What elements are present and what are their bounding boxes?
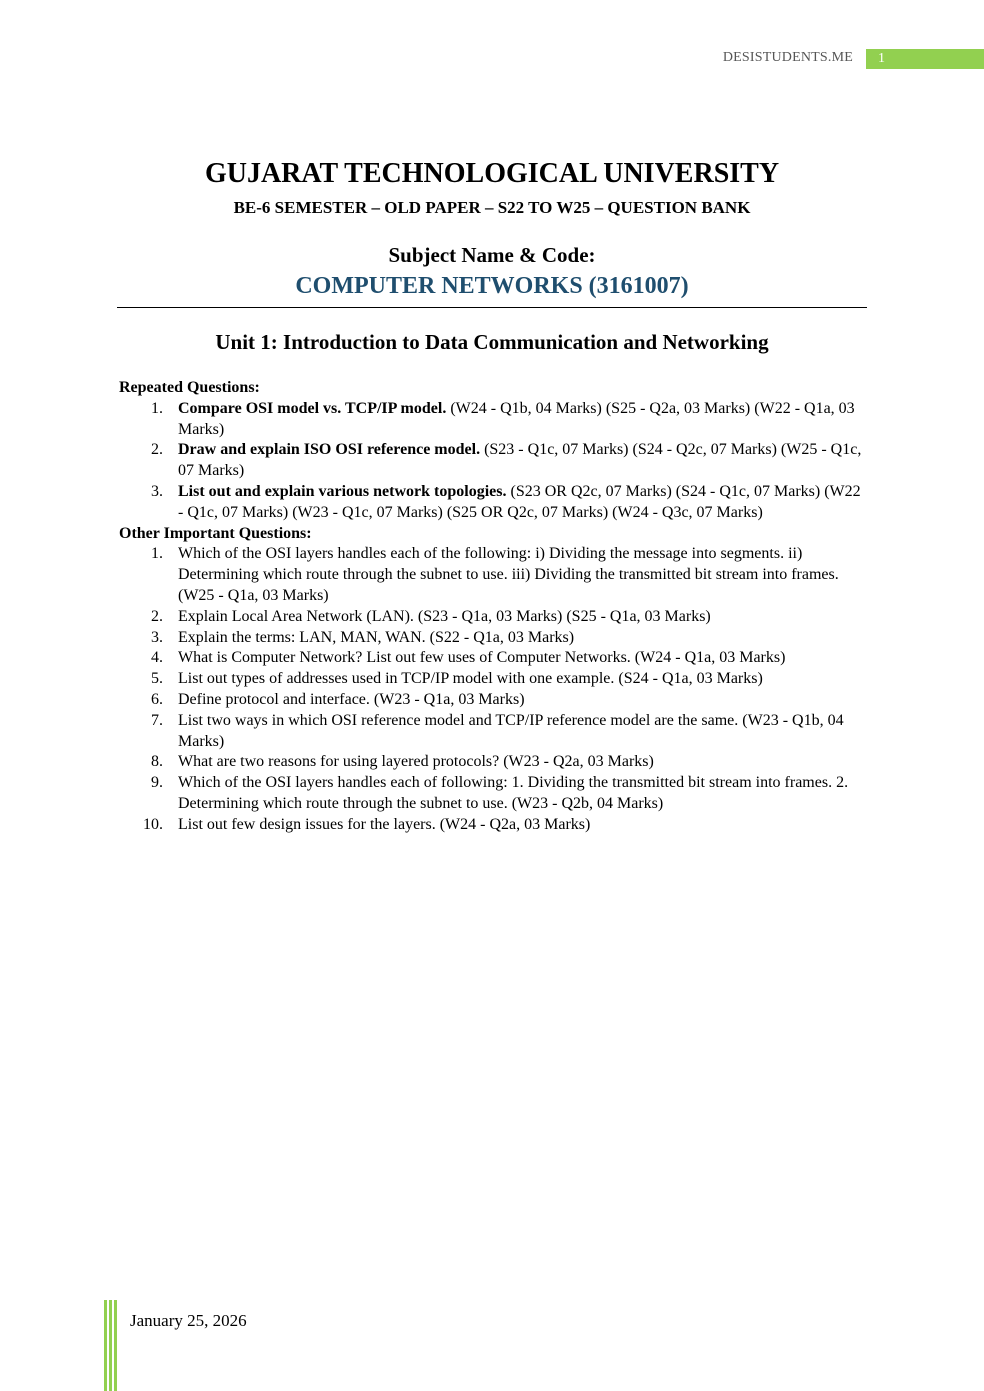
- question-number: 5.: [151, 670, 163, 688]
- other-questions-list: [119, 544, 869, 835]
- question-title: List out and explain various network topologies.: [178, 482, 507, 500]
- question-number: 8.: [151, 753, 163, 771]
- question-number: 4.: [151, 649, 163, 667]
- question-text: What is Computer Network? List out few uses of Computer Networks. (W24 - Q1a, 03 Marks): [178, 649, 786, 667]
- other-question-item: [119, 544, 869, 606]
- question-text: What are two reasons for using layered protocols? (W23 - Q2a, 03 Marks): [178, 753, 654, 771]
- other-question-item: [119, 648, 869, 669]
- footer-bar: [104, 1300, 107, 1391]
- question-number: 3.: [151, 628, 163, 646]
- repeated-question-item: [119, 482, 869, 524]
- header-site-name: DESISTUDENTS.ME: [722, 50, 853, 65]
- footer-bar: [109, 1300, 112, 1391]
- question-text: Which of the OSI layers handles each of the following: i) Dividing the message into segments. ii) Determining which route through the subnet to use. iii) Dividing the transmitted bit stream into frames. (W25 - Q1a, 03 Marks): [178, 545, 839, 604]
- footer-date: January 25, 2026: [130, 1311, 247, 1330]
- repeated-question-item: [119, 399, 869, 441]
- question-text: Define protocol and interface. (W23 - Q1a, 03 Marks): [178, 690, 525, 708]
- question-text: Explain the terms: LAN, MAN, WAN. (S22 - Q1a, 03 Marks): [178, 628, 575, 646]
- unit-title: Unit 1: Introduction to Data Communication and Networking: [215, 330, 769, 354]
- question-details: (S23 OR Q2c, 07 Marks) (S24 - Q1c, 07 Marks) (W22 - Q1c, 07 Marks) (W23 - Q1c, 07 Marks) (S25 OR Q2c, 07 Marks) (W24 - Q3c, 07 Marks): [178, 482, 861, 521]
- question-text: Explain Local Area Network (LAN). (S23 - Q1a, 03 Marks) (S25 - Q1a, 03 Marks): [178, 607, 711, 625]
- question-number: 1.: [151, 399, 163, 417]
- question-text: Which of the OSI layers handles each of following: 1. Dividing the transmitted bit stream into frames. 2. Determining which route through the subnet to use. (W23 - Q2b, 04 Marks): [178, 774, 849, 812]
- other-question-item: [119, 815, 869, 836]
- footer-green-bars: [104, 1300, 118, 1391]
- question-title: Compare OSI model vs. TCP/IP model.: [178, 399, 447, 417]
- other-question-item: [119, 669, 869, 690]
- question-number: 2.: [151, 441, 163, 459]
- other-question-item: [119, 773, 869, 815]
- other-question-item: [119, 711, 869, 753]
- horizontal-divider: [117, 307, 867, 308]
- question-content: [119, 378, 869, 836]
- question-number: 3.: [151, 482, 163, 500]
- question-text: List out types of addresses used in TCP/IP model with one example. (S24 - Q1a, 03 Marks): [178, 670, 763, 688]
- question-number: 6.: [151, 690, 163, 708]
- repeated-questions-list: [119, 399, 869, 524]
- other-question-item: [119, 628, 869, 649]
- other-question-item: [119, 607, 869, 628]
- document-subtitle: BE-6 SEMESTER – OLD PAPER – S22 TO W25 – QUESTION BANK: [233, 198, 751, 217]
- question-number: 7.: [151, 711, 163, 729]
- question-number: 10.: [143, 815, 163, 833]
- question-number: 9.: [151, 774, 163, 792]
- question-title: Draw and explain ISO OSI reference model.: [178, 441, 481, 459]
- question-number: 2.: [151, 607, 163, 625]
- document-title: GUJARAT TECHNOLOGICAL UNIVERSITY: [204, 158, 780, 189]
- page-number-badge: 1: [866, 49, 984, 69]
- question-details: (S23 - Q1c, 07 Marks) (S24 - Q2c, 07 Marks) (W25 - Q1c, 07 Marks): [178, 441, 862, 480]
- other-question-item: [119, 752, 869, 773]
- subject-label: Subject Name & Code:: [388, 243, 596, 267]
- question-details: (W24 - Q1b, 04 Marks) (S25 - Q2a, 03 Marks) (W22 - Q1a, 03 Marks): [178, 399, 855, 438]
- question-text: List out few design issues for the layers. (W24 - Q2a, 03 Marks): [178, 815, 591, 833]
- repeated-questions-heading: Repeated Questions:: [119, 379, 260, 396]
- footer-bar: [114, 1300, 117, 1391]
- other-question-item: [119, 690, 869, 711]
- subject-name: COMPUTER NETWORKS (3161007): [295, 273, 689, 299]
- question-text: List two ways in which OSI reference model and TCP/IP reference model are the same. (W23 - Q1b, 04 Marks): [178, 711, 844, 750]
- repeated-question-item: [119, 440, 869, 482]
- other-questions-heading: Other Important Questions:: [119, 524, 312, 542]
- question-number: 1.: [151, 545, 163, 563]
